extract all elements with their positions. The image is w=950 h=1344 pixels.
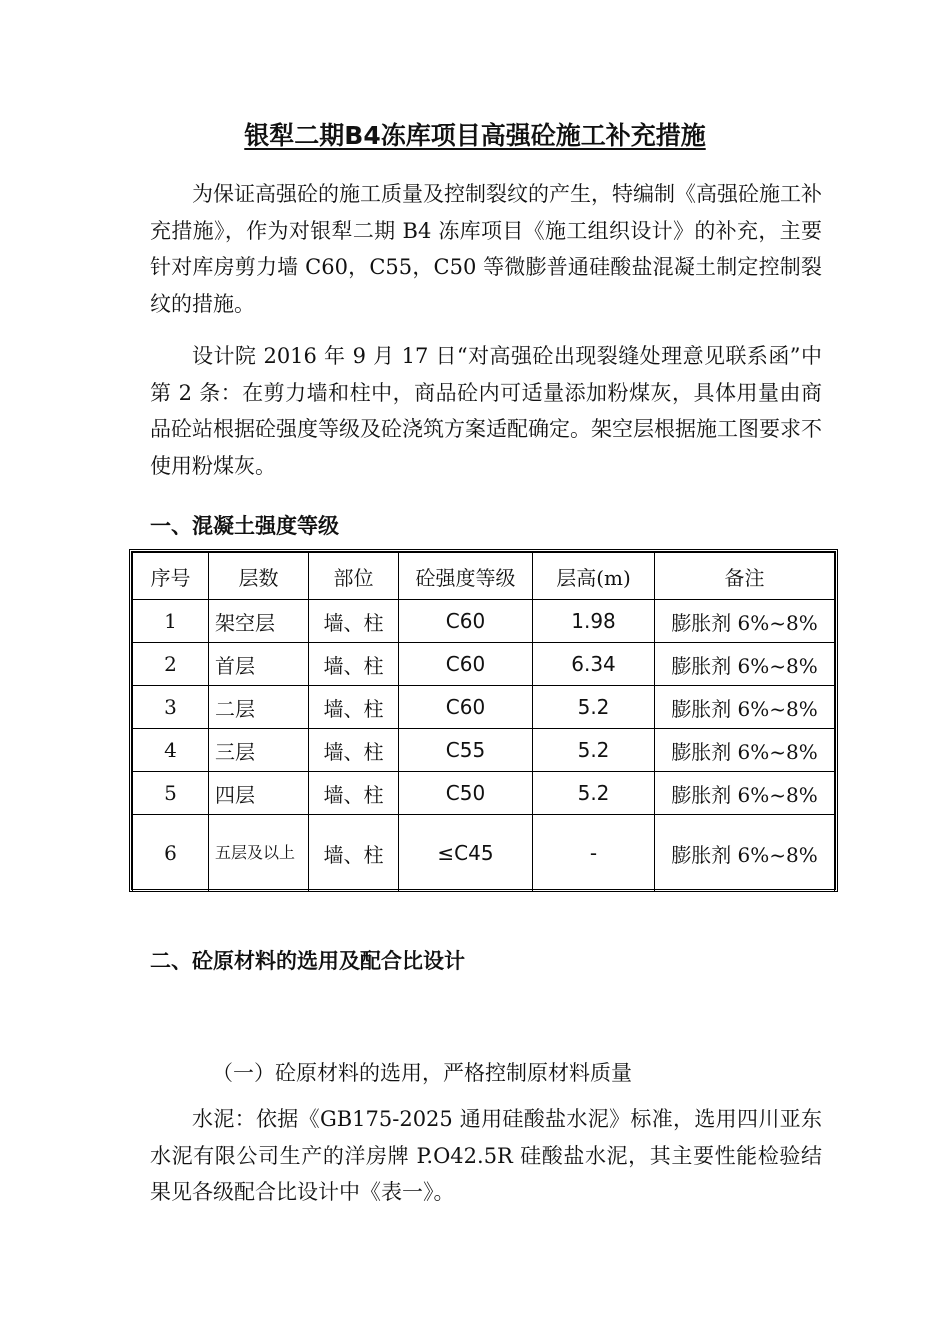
table-cell: 1 <box>133 600 209 643</box>
table-row <box>133 600 835 643</box>
table-cell: 5 <box>133 772 209 815</box>
table-row <box>133 643 835 686</box>
table-cell: 膨胀剂 6%~8% <box>655 600 835 643</box>
table-cell: 墙、柱 <box>309 643 399 686</box>
table-header-row <box>133 553 835 600</box>
document-title: 银犁二期B4冻库项目高强砼施工补充措施 <box>244 121 706 150</box>
table-cell: 三层 <box>209 729 309 772</box>
table-cell: 膨胀剂 6%~8% <box>655 815 835 892</box>
subsection1-paragraph: （一）砼原材料的选用，严格控制原材料质量 <box>212 1061 632 1085</box>
header-cell: 砼强度等级 <box>399 553 533 600</box>
table-cell: C60 <box>399 686 533 729</box>
table-row <box>133 772 835 815</box>
table-cell: 墙、柱 <box>309 729 399 772</box>
table-cell: 膨胀剂 6%~8% <box>655 643 835 686</box>
table-cell: 5.2 <box>533 729 655 772</box>
table-cell: 二层 <box>209 686 309 729</box>
table-cell: 6 <box>133 815 209 892</box>
table-cell: 3 <box>133 686 209 729</box>
table-cell: 膨胀剂 6%~8% <box>655 772 835 815</box>
header-cell: 部位 <box>309 553 399 600</box>
table-cell: 6.34 <box>533 643 655 686</box>
header-cell: 层高(m) <box>533 553 655 600</box>
table-cell: 膨胀剂 6%~8% <box>655 686 835 729</box>
table-cell: C50 <box>399 772 533 815</box>
intro-paragraph: 为保证高强砼的施工质量及控制裂纹的产生，特编制《高强砼施工补充措施》，作为对银犁二期 B4 冻库项目《施工组织设计》的补充，主要针对库房剪力墙 C60，C55，C50 等微膨普通硅酸盐混凝土制定控制裂纹的措施。 <box>150 182 822 316</box>
table-cell: 墙、柱 <box>309 815 399 892</box>
table-cell: 1.98 <box>533 600 655 643</box>
table-cell: 膨胀剂 6%~8% <box>655 729 835 772</box>
table-cell: 墙、柱 <box>309 600 399 643</box>
section2-heading: 二、砼原材料的选用及配合比设计 <box>150 949 465 973</box>
header-cell: 层数 <box>209 553 309 600</box>
cement-paragraph: 水泥：依据《GB175-2025 通用硅酸盐水泥》标准，选用四川亚东水泥有限公司生产的洋房牌 P.O42.5R 硅酸盐水泥，其主要性能检验结果见各级配合比设计中《表一》。 <box>150 1107 822 1204</box>
design-note-paragraph: 设计院 2016 年 9 月 17 日“对高强砼出现裂缝处理意见联系函”中第 2 条：在剪力墙和柱中，商品砼内可适量添加粉煤灰，具体用量由商品砼站根据砼强度等级及砼浇筑方案适配确定。架空层根据施工图要求不使用粉煤灰。 <box>150 344 822 478</box>
section1-heading: 一、混凝土强度等级 <box>150 514 339 538</box>
strength-grade-table <box>129 549 838 892</box>
table-cell: 架空层 <box>209 600 309 643</box>
table-cell: ≤C45 <box>399 815 533 892</box>
header-cell: 序号 <box>133 553 209 600</box>
header-cell: 备注 <box>655 553 835 600</box>
table-cell: 四层 <box>209 772 309 815</box>
table-row <box>133 729 835 772</box>
table-cell: 5.2 <box>533 772 655 815</box>
table-cell: C60 <box>399 643 533 686</box>
table-cell: 首层 <box>209 643 309 686</box>
table-cell: 4 <box>133 729 209 772</box>
table-cell: C55 <box>399 729 533 772</box>
table-row <box>133 686 835 729</box>
table-cell: - <box>533 815 655 892</box>
table-cell: C60 <box>399 600 533 643</box>
table-cell: 墙、柱 <box>309 686 399 729</box>
table-cell: 2 <box>133 643 209 686</box>
table-cell: 5.2 <box>533 686 655 729</box>
table-cell: 墙、柱 <box>309 772 399 815</box>
table-row <box>133 815 835 892</box>
table-cell: 五层及以上 <box>209 815 309 892</box>
